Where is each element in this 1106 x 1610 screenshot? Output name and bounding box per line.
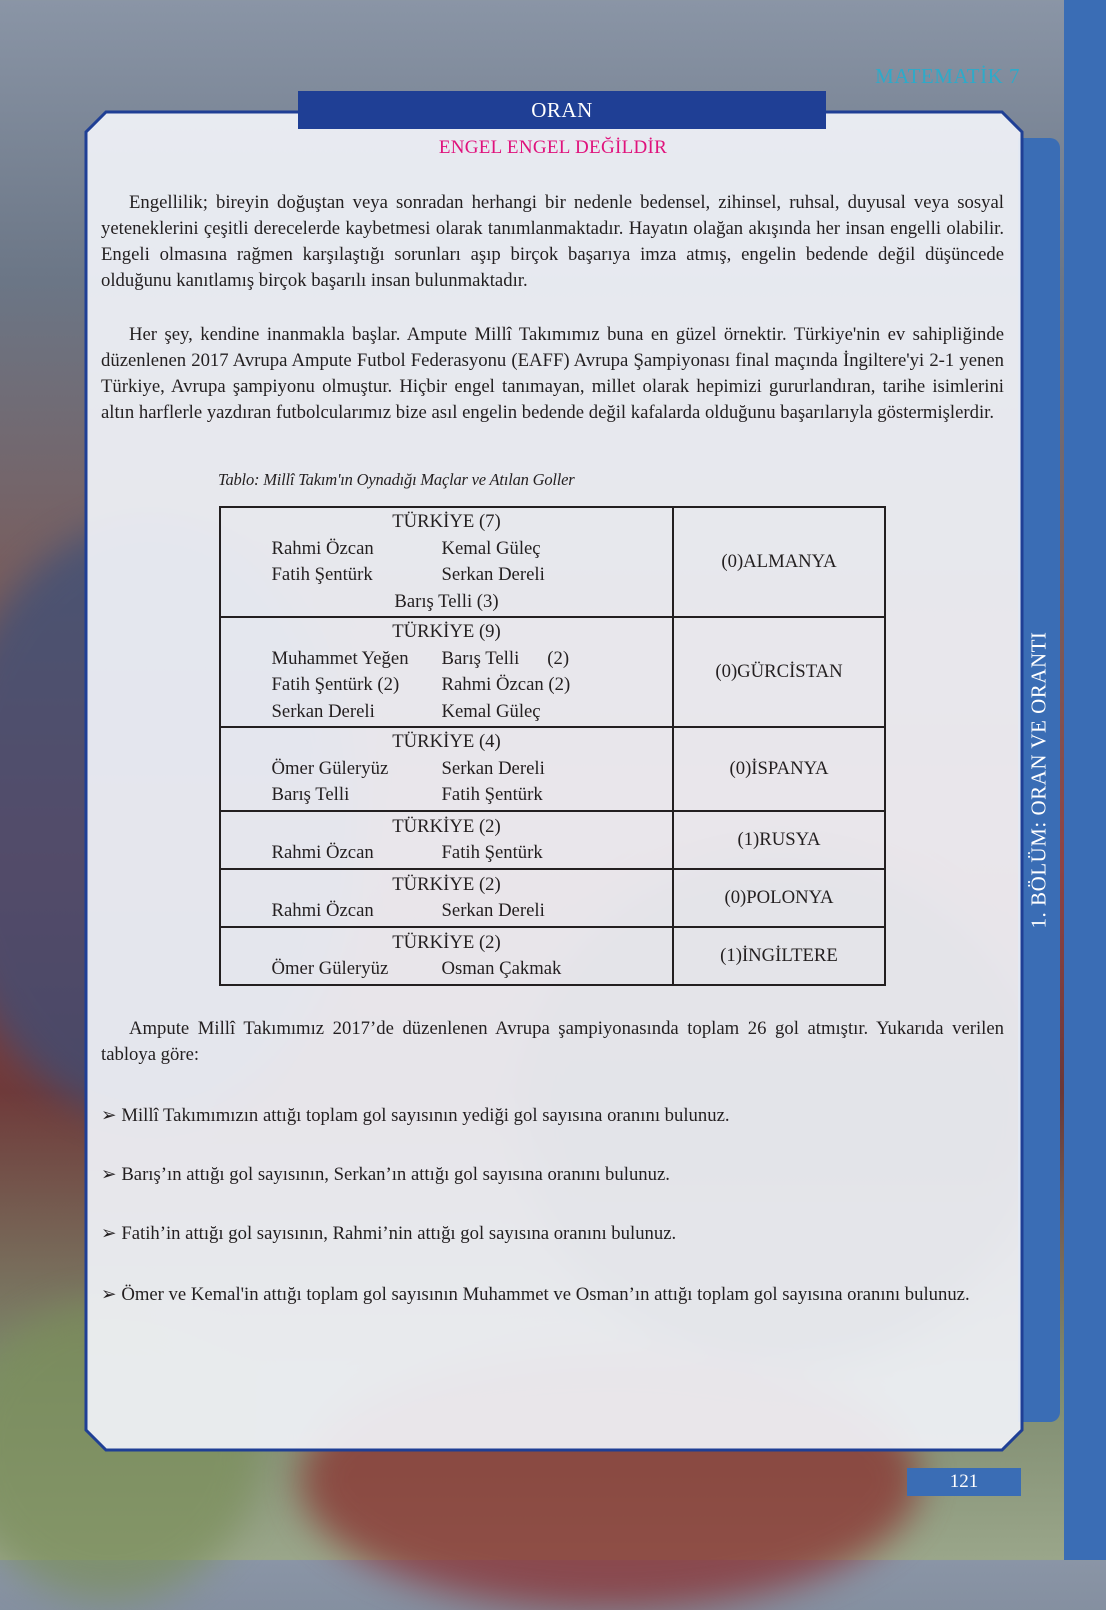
match-row [220,727,885,811]
opponent-cell: (0)ALMANYA [673,507,885,617]
team-score: TÜRKİYE (4) [392,731,501,753]
scorer-name: Ömer Güleryüz [271,757,389,779]
scorer-name: Serkan Dereli [271,700,375,722]
team-score: TÜRKİYE (2) [392,873,501,895]
scorer-name: Rahmi Özcan [271,842,374,863]
question-2: ➢ Barış’ın attığı gol sayısının, Serkan’ın attığı gol sayısına oranını bulunuz. [101,1164,670,1185]
scorer-pair [221,782,672,809]
scorer-pair [221,646,672,673]
turkey-scorers-cell [220,927,673,985]
scorer-pair [221,672,672,699]
match-row [220,869,885,927]
scorer-name: Serkan Dereli [441,564,545,585]
intro-paragraph: Engellilik; bireyin doğuştan veya sonradan herhangi bir nedenle bedensel, zihinsel, ruhsal, duyusal veya sosyal yeteneklerini çeşitli derecelerde kaybetmesi olarak tanımlanmaktadır. Hayatın olağan akışında her insan engelli olabilir. Engeli olmasına rağmen karşılaştığı sorunları aşıp birçok başarıya imza atmış, engelin bedende değil düşüncede olduğunu kanıtlamış birçok başarılı insan bulunmaktadır. [101,192,1004,291]
question-1: ➢ Millî Takımımızın attığı toplam gol sayısının yediği gol sayısına oranını bulunuz. [101,1105,730,1126]
scorer-name: Rahmi Özcan [271,900,374,921]
scorer-name: Serkan Dereli [441,900,545,921]
scorer-name: Barış Telli [271,784,350,806]
section-title: ORAN [298,91,826,129]
turkey-scorers-cell [220,727,673,811]
scorer-name: Rahmi Özcan [271,537,374,559]
match-row [220,927,885,985]
opponent-cell: (1)İNGİLTERE [673,927,885,985]
team-score: TÜRKİYE (9) [392,621,501,642]
opponent-cell: (0)POLONYA [673,869,885,927]
question-4: ➢ Ömer ve Kemal'in attığı toplam gol sayısının Muhammet ve Osman’ın attığı toplam gol sayısına oranını bulunuz. [101,1284,970,1305]
scorer-pair [221,840,672,867]
turkey-scorers-cell [220,507,673,617]
team-score: TÜRKİYE (2) [392,815,501,837]
page-subtitle: ENGEL ENGEL DEĞİLDİR [438,137,668,158]
scorer-name: Osman Çakmak [441,958,562,979]
scorer-name: Serkan Dereli [441,757,545,779]
subject-header: MATEMATİK 7 [875,64,1020,88]
scorer-name: Ömer Güleryüz [271,958,389,979]
table-caption: Tablo: Millî Takım'ın Oynadığı Maçlar ve Atılan Goller [218,470,575,489]
scorer-name: Fatih Şentürk (2) [271,674,400,695]
team-score: TÜRKİYE (7) [392,511,501,532]
team-score: TÜRKİYE (2) [392,931,501,953]
question-3: ➢ Fatih’in attığı gol sayısının, Rahmi’nin attığı gol sayısına oranını bulunuz. [101,1223,677,1244]
scorer-pair [221,562,672,589]
scorer-name: Kemal Güleç [441,700,541,722]
extra-scorer: Barış Telli (3) [394,590,499,612]
turkey-scorers-cell [220,811,673,869]
turkey-scorers-cell [220,617,673,727]
turkey-scorers-cell [220,869,673,927]
scorer-pair [221,956,672,983]
opponent-cell: (0)GÜRCİSTAN [673,617,885,727]
summary-paragraph: Ampute Millî Takımımız 2017’de düzenlenen Avrupa şampiyonasında toplam 26 gol atmıştır. Yukarıda verilen tabloya göre: [101,1018,1004,1065]
match-row [220,811,885,869]
scorer-name: Kemal Güleç [441,537,541,559]
scorer-pair [221,898,672,925]
chapter-side-label: 1. BÖLÜM: ORAN VE ORANTI [1026,631,1051,929]
scorer-name: Fatih Şentürk [271,564,373,585]
scorer-name: Fatih Şentürk [441,784,543,806]
scorer-name: Fatih Şentürk [441,842,543,863]
scorer-pair [221,756,672,783]
scorer-name: Rahmi Özcan (2) [441,674,571,695]
goals-table [219,506,886,986]
story-paragraph: Her şey, kendine inanmakla başlar. Ampute Millî Takımımız buna en güzel örnektir. Türkiye'nin ev sahipliğinde düzenlenen 2017 Avrupa Ampute Futbol Federasyonu (EAFF) Avrupa Şampiyonası final maçında İngiltere'yi 2-1 yenen Türkiye, Avrupa şampiyonu olmuştur. Hiçbir engel tanımayan, millet olarak hepimizi gururlandıran, tarihe isimlerini altın harflerle yazdıran futbolcularımız bize asıl engelin bedende değil kafalarda olduğunu başarılarıyla göstermişlerdir. [101,324,1004,423]
match-row [220,617,885,727]
opponent-cell: (0)İSPANYA [673,727,885,811]
scorer-name: Barış Telli (2) [441,647,570,669]
scorer-name: Muhammet Yeğen [271,647,409,669]
scorer-pair [221,536,672,563]
page-number: 121 [907,1468,1021,1496]
match-row [220,507,885,617]
right-edge-stripe [1064,0,1106,1560]
opponent-cell: (1)RUSYA [673,811,885,869]
scorer-pair [221,699,672,726]
